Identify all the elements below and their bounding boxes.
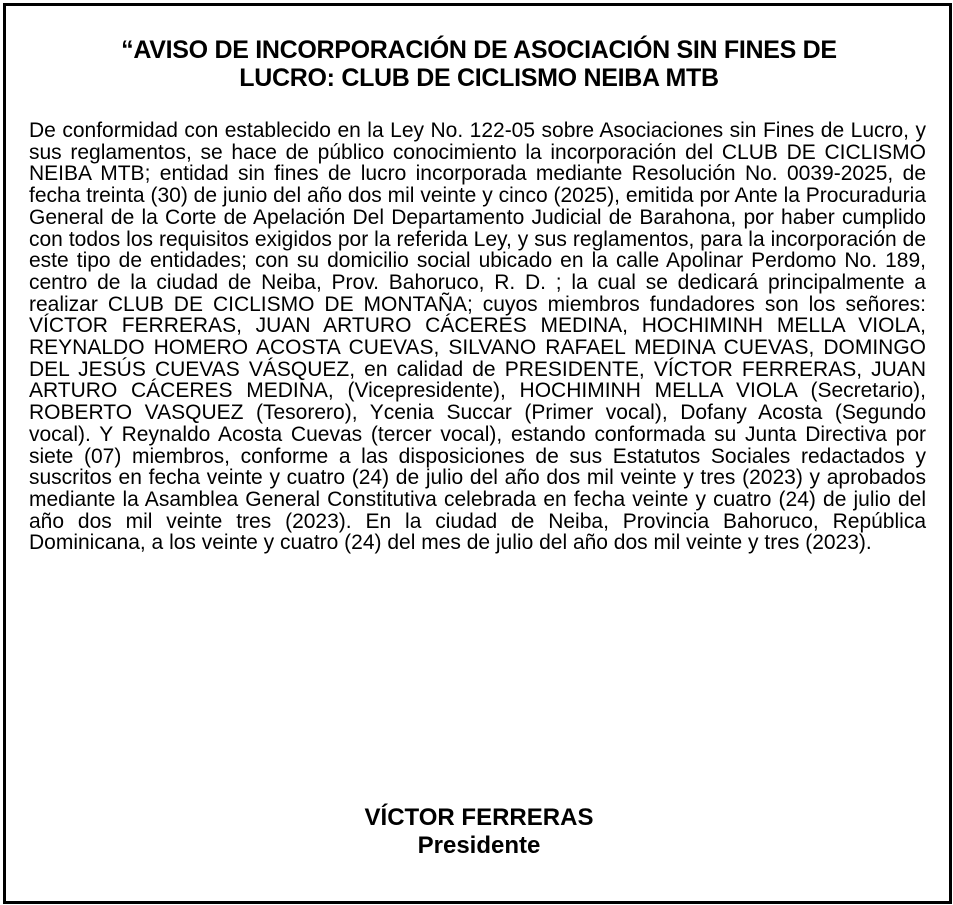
signer-role: Presidente bbox=[417, 832, 541, 859]
notice-title-line-2: LUCRO: CLUB DE CICLISMO NEIBA MTB bbox=[239, 64, 719, 92]
notice-title-line-1: “AVISO DE INCORPORACIÓN DE ASOCIACIÓN SIN FINES DE bbox=[121, 36, 837, 64]
signature-block bbox=[26, 804, 932, 860]
notice-frame bbox=[3, 3, 952, 904]
signer-name: VÍCTOR FERRERAS bbox=[364, 804, 594, 831]
notice-body-text: De conformidad con establecido en la Ley No. 122-05 sobre Asociaciones sin Fines de Lucro, y sus reglamentos, se hace de público conocimiento la incorporación del CLUB DE CICLISMO NEIBA MTB; entidad sin fines de lucro incorporada mediante Resolución No. 0039-2025, de fecha treinta (30) de junio del año dos mil veinte y cinco (2025), emitida por Ante la Procuraduria General de la Corte de Apelación Del Departamento Judicial de Barahona, por haber cumplido con todos los requisitos exigidos por la referida Ley, y sus reglamentos, para la incorporación de este tipo de entidades; con su domicilio social ubicado en la calle Apolinar Perdomo No. 189, centro de la ciudad de Neiba, Prov. Bahoruco, R. D. ; la cual se dedicará principalmente a realizar CLUB DE CICLISMO DE MONTAÑA; cuyos miembros fundadores son los señores: VÍCTOR FERRERAS, JUAN ARTURO CÁCERES MEDINA, HOCHIMINH MELLA VIOLA, REYNALDO HOMERO ACOSTA CUEVAS, SILVANO RAFAEL MEDINA CUEVAS, DOMINGO DEL JESÚS CUEVAS VÁSQUEZ, en calidad de PRESIDENTE, VÍCTOR FERRERAS, JUAN ARTURO CÁCERES MEDINA, (Vicepresidente), HOCHIMINH MELLA VIOLA (Secretario), ROBERTO VASQUEZ (Tesorero), Ycenia Succar (Primer vocal), Dofany Acosta (Segundo vocal). Y Reynaldo Acosta Cuevas (tercer vocal), estando conformada su Junta Directiva por siete (07) miembros, conforme a las disposiciones de sus Estatutos Sociales redactados y suscritos en fecha veinte y cuatro (24) de julio del año dos mil veinte y tres (2023) y aprobados mediante la Asamblea General Constitutiva celebrada en fecha veinte y cuatro (24) de julio del año dos mil veinte tres (2023). En la ciudad de Neiba, Provincia Bahoruco, República Dominicana, a los veinte y cuatro (24) del mes de julio del año dos mil veinte y tres (2023). bbox=[29, 119, 926, 555]
notice-title bbox=[26, 36, 932, 92]
